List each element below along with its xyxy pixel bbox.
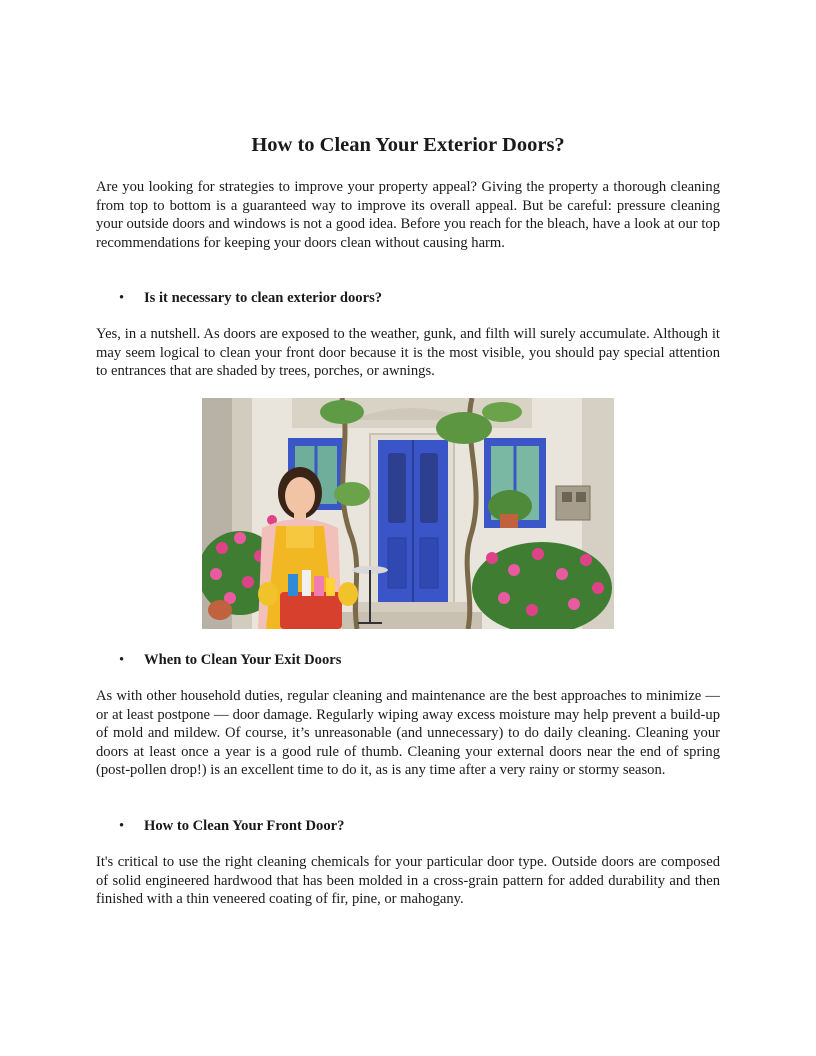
section-body-3: It's critical to use the right cleaning chemicals for your particular door type. Outside doors are composed of solid engineered hardwood that has been molded in a cross-grain pattern for added durability and then finished with a thin veneered coating of fir, pine, or mahogany.: [96, 854, 720, 908]
woman-cleaning-blue-door-photo: [202, 398, 614, 629]
bullet-icon: •: [119, 290, 125, 306]
document-title: How to Clean Your Exterior Doors?: [251, 134, 565, 156]
intro-paragraph: Are you looking for strategies to improve your property appeal? Giving the property a thorough cleaning from top to bottom is a guaranteed way to improve its overall appeal. But be careful: pressure cleaning your outside doors and windows is not a good idea. Before you reach for the bleach, have a look at our top recommendations for keeping your doors clean without causing harm.: [96, 179, 720, 251]
section-heading-text: When to Clean Your Exit Doors: [144, 652, 342, 668]
section-heading-text: How to Clean Your Front Door?: [144, 818, 345, 834]
section-body-2: As with other household duties, regular cleaning and maintenance are the best approaches to minimize — or at least postpone — door damage. Regularly wiping away excess moisture may help prevent a build-up of mold and mildew. Of course, it’s unreasonable (and unnecessary) to do daily cleaning. Cleaning your doors at least once a year is a good rule of thumb. Cleaning your external doors near the end of spring (post-pollen drop!) is an excellent time to do it, as is any time after a very rainy or stormy season.: [96, 688, 720, 779]
bullet-icon: •: [119, 818, 125, 834]
photo-illustration: [202, 398, 614, 629]
section-heading-text: Is it necessary to clean exterior doors?: [144, 290, 383, 306]
section-body-1: Yes, in a nutshell. As doors are exposed to the weather, gunk, and filth will surely accumulate. Although it may seem logical to clean your front door because it is the most visible, you should pay special attention to entrances that are shaded by trees, porches, or awnings.: [96, 326, 720, 380]
bullet-icon: •: [119, 652, 125, 668]
